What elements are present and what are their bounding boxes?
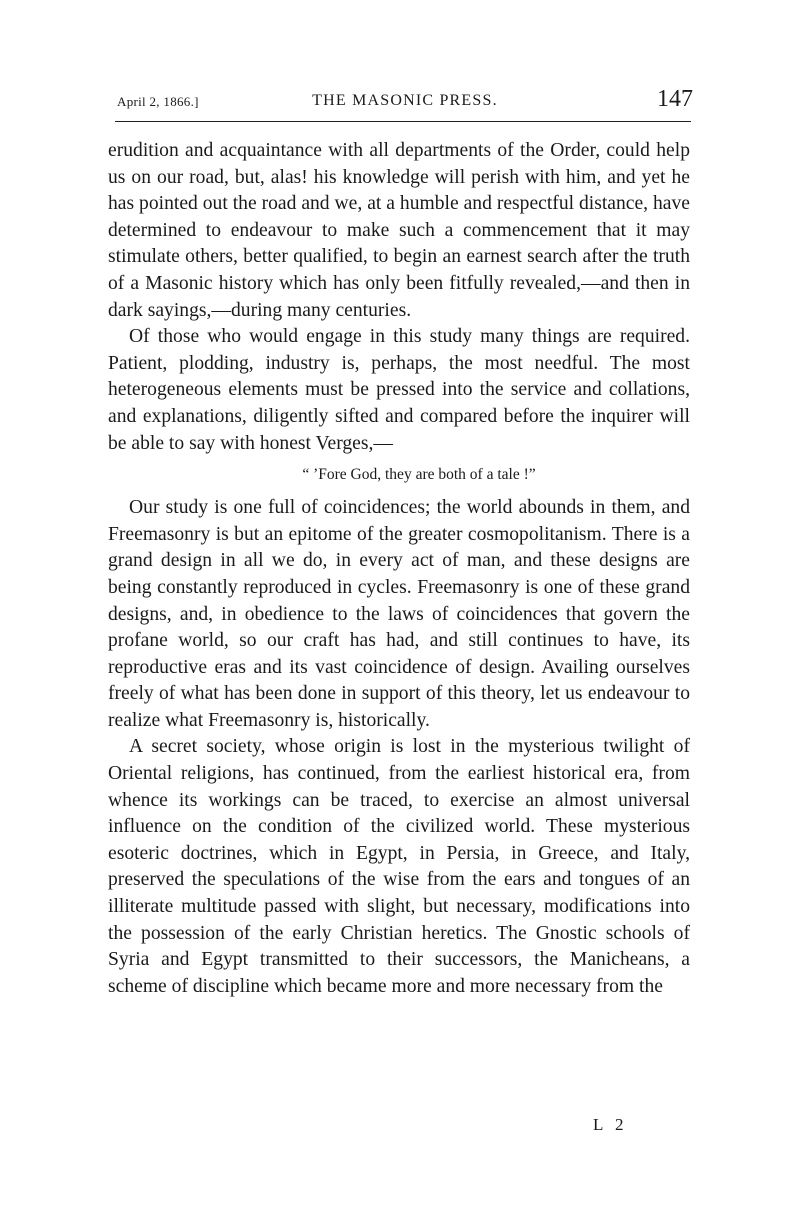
block-quote: “ ’Fore God, they are both of a tale !” [302, 466, 536, 484]
paragraph-1: erudition and acquaintance with all departments of the Order, could help us on our road, but, alas! his knowledge will perish with him, and yet he has pointed out the road and we, at a humble and respectful distance, have determined to endeavour to make such a commencement that it may stimulate others, better qualified, to begin an earnest search after the truth of a Masonic history which has only been fitfully revealed,—and then in dark sayings,—during many centuries. [108, 140, 690, 321]
header-title: THE MASONIC PRESS. [312, 92, 498, 109]
paragraph-3: Our study is one full of coincidences; the world abounds in them, and Freemasonry is but an epitome of the greater cosmopolitanism. There is a grand design in all we do, in every act of man, and these designs are being constantly reproduced in cycles. Freemasonry is one of these grand designs, and, in obedience to the laws of coincidences that govern the profane world, so our craft has had, and still continues to have, its reproductive eras and its vast coincidence of design. Availing ourselves freely of what has been done in support of this theory, let us endeavour to realize what Freemasonry is, historically. [108, 497, 690, 731]
body-text [108, 138, 690, 1000]
paragraph-4: A secret society, whose origin is lost in the mysterious twilight of Oriental religions, has continued, from the earliest historical era, from whence its workings can be traced, to exercise an almost universal influence on the condition of the civilized world. These mysterious esoteric doctrines, which in Egypt, in Persia, in Greece, and Italy, preserved the speculations of the wise from the ears and tongues of an illiterate multitude passed with slight, but necessary, modifications into the possession of the early Christian heretics. The Gnostic schools of Syria and Egypt transmitted to their successors, the Manicheans, a scheme of discipline which became more and more necessary from the [108, 736, 690, 997]
page-number: 147 [657, 86, 693, 112]
header-rule [115, 121, 691, 122]
running-header [117, 86, 693, 116]
signature-mark: L 2 [593, 1115, 628, 1134]
paragraph-2: Of those who would engage in this study many things are required. Patient, plodding, industry is, perhaps, the most needful. The most heterogeneous elements must be pressed into the service and collations, and explanations, diligently sifted and compared before the inquirer will be able to say with honest Verges,— [108, 326, 690, 454]
header-date: April 2, 1866.] [117, 94, 199, 109]
